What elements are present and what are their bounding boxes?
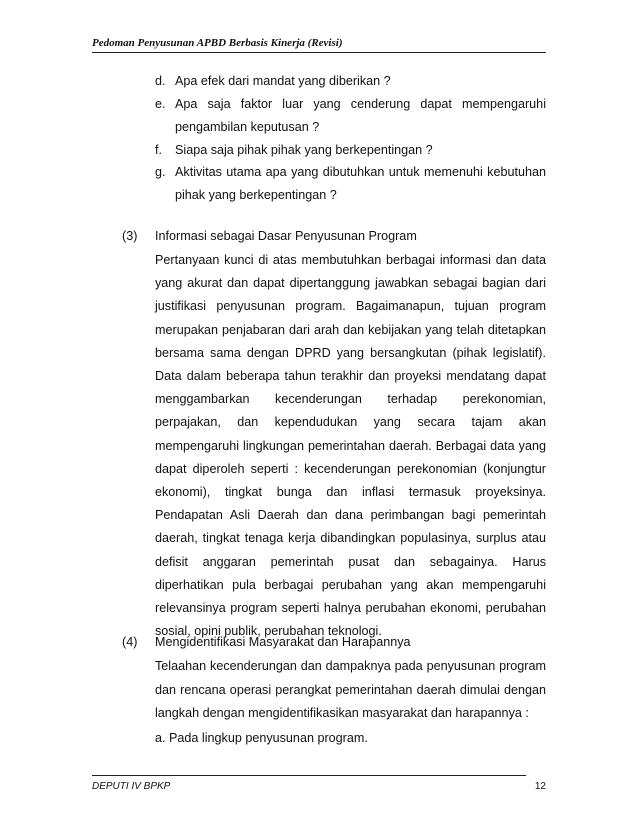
paragraph-line: langkah dengan mengidentifikasikan masyarakat dan harapannya : <box>155 706 529 720</box>
paragraph-line: justifikasi penyusunan program. Bagaimanapun, tujuan program <box>155 299 546 314</box>
section-heading: Mengidentifikasi Masyarakat dan Harapannya <box>155 635 411 649</box>
paragraph-line: dapat diperoleh seperti : kecenderungan perekonomian (konjungtur <box>155 461 546 476</box>
paragraph-line: dan rencana operasi perangkat pemerintahan daerah dimulai dengan <box>155 682 546 697</box>
paragraph-line: merupakan penjabaran dari arah dan kebijakan yang telah ditetapkan <box>155 322 546 337</box>
list-item-label: e. <box>155 97 166 111</box>
paragraph-line: sosial, opini publik, perubahan teknologi. <box>155 624 382 639</box>
paragraph-line: bersama sama dengan DPRD yang bersangkutan (pihak legislatif). <box>155 345 546 360</box>
header-rule <box>92 52 546 53</box>
page-number: 12 <box>534 781 546 792</box>
paragraph-line: relevansinya program seperti halnya perubahan ekonomi, perubahan <box>155 601 546 615</box>
section-heading: Informasi sebagai Dasar Penyusunan Program <box>155 229 417 243</box>
paragraph-line: daerah, tingkat tenaga kerja dibandingkan populasinya, surplus atau <box>155 531 546 546</box>
paragraph-line: ekonomi), tingkat bunga dan inflasi termasuk proyeksinya. <box>155 485 546 499</box>
list-item-label: d. <box>155 74 166 88</box>
footer-org: DEPUTI IV BPKP <box>92 781 171 792</box>
list-item-text: Siapa saja pihak pihak yang berkepentingan ? <box>175 143 433 157</box>
paragraph-line: Pendapatan Asli Daerah dan dana perimbangan bagi pemerintah <box>155 508 546 523</box>
sub-item-text: a. Pada lingkup penyusunan program. <box>155 731 368 745</box>
list-item-text: Apa efek dari mandat yang diberikan ? <box>175 74 391 88</box>
list-item-text: pihak yang berkepentingan ? <box>175 188 337 202</box>
list-item-label: g. <box>155 165 166 179</box>
paragraph-line: defisit anggaran pemerintah pusat dan sebagainya. Harus <box>155 554 546 569</box>
list-item-text: Aktivitas utama apa yang dibutuhkan untuk memenuhi kebutuhan <box>175 165 546 179</box>
section-number: (4) <box>122 635 138 649</box>
paragraph-line: yang akurat dan dapat dipertanggung jawabkan sebagai bagian dari <box>155 276 546 291</box>
list-item-text: pengambilan keputusan ? <box>175 120 320 134</box>
paragraph-line: Pertanyaan kunci di atas membutuhkan berbagai informasi dan data <box>155 253 546 267</box>
paragraph-line: Telaahan kecenderungan dan dampaknya pada penyusunan program <box>155 659 546 673</box>
paragraph-line: mempengaruhi lingkungan pemerintahan daerah. Berbagai data yang <box>155 438 546 453</box>
list-item-label: f. <box>155 143 162 157</box>
footer-rule <box>92 775 526 776</box>
section-number: (3) <box>122 229 138 243</box>
running-header: Pedoman Penyusunan APBD Berbasis Kinerja (Revisi) <box>92 37 343 49</box>
paragraph-line: menggambarkan kecenderungan terhadap perekonomian, <box>155 392 546 407</box>
paragraph-line: perpajakan, dan kependudukan yang secara tajam akan <box>155 415 546 430</box>
list-item-text: Apa saja faktor luar yang cenderung dapat mempengaruhi <box>175 97 546 111</box>
paragraph-line: diperhatikan pula berbagai perubahan yang akan mempengaruhi <box>155 577 546 592</box>
paragraph-line: Data dalam beberapa tahun terakhir dan proyeksi mendatang dapat <box>155 369 546 383</box>
